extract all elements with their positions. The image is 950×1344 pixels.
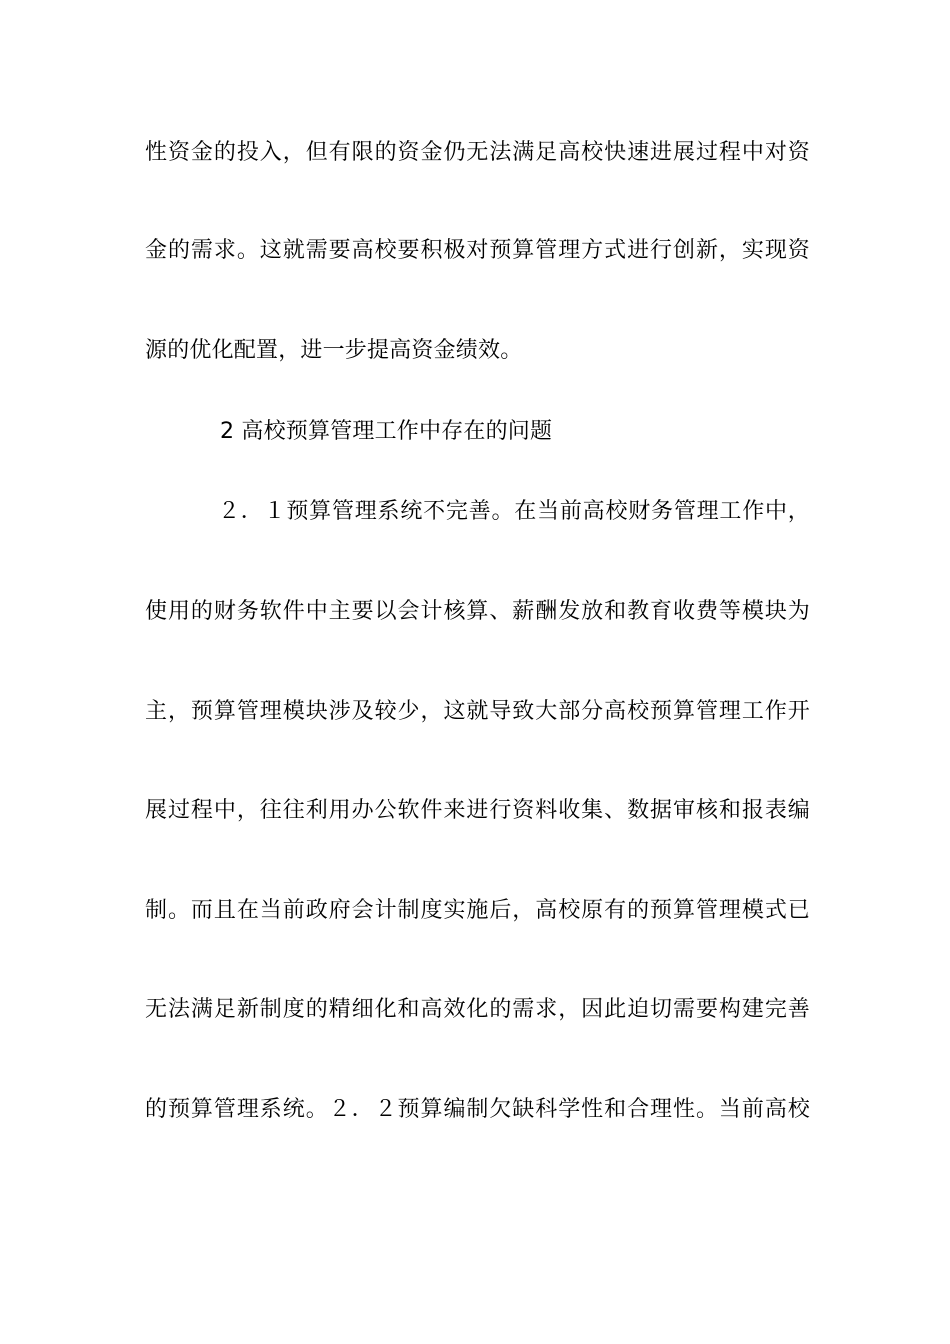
paragraph-line: 性资金的投入，但有限的资金仍无法满足高校快速进展过程中对资 <box>145 140 810 165</box>
paragraph-line: 使用的财务软件中主要以会计核算、薪酬发放和教育收费等模块为 <box>145 599 810 624</box>
paragraph-line: 主，预算管理模块涉及较少，这就导致大部分高校预算管理工作开 <box>145 699 810 724</box>
paragraph-line: 源的优化配置，进一步提高资金绩效。 <box>145 338 523 363</box>
section-heading: 2 高校预算管理工作中存在的问题 <box>220 419 553 444</box>
paragraph-line: 金的需求。这就需要高校要积极对预算管理方式进行创新，实现资 <box>145 238 810 263</box>
paragraph-line: 无法满足新制度的精细化和高效化的需求，因此迫切需要构建完善 <box>145 997 810 1022</box>
paragraph-line: 展过程中，往往利用办公软件来进行资料收集、数据审核和报表编 <box>145 798 810 823</box>
paragraph-line: 制。而且在当前政府会计制度实施后，高校原有的预算管理模式已 <box>145 898 810 923</box>
paragraph-line: ２．１预算管理系统不完善。在当前高校财务管理工作中， <box>218 499 810 524</box>
paragraph-line: 的预算管理系统。２．２预算编制欠缺科学性和合理性。当前高校 <box>145 1097 810 1122</box>
